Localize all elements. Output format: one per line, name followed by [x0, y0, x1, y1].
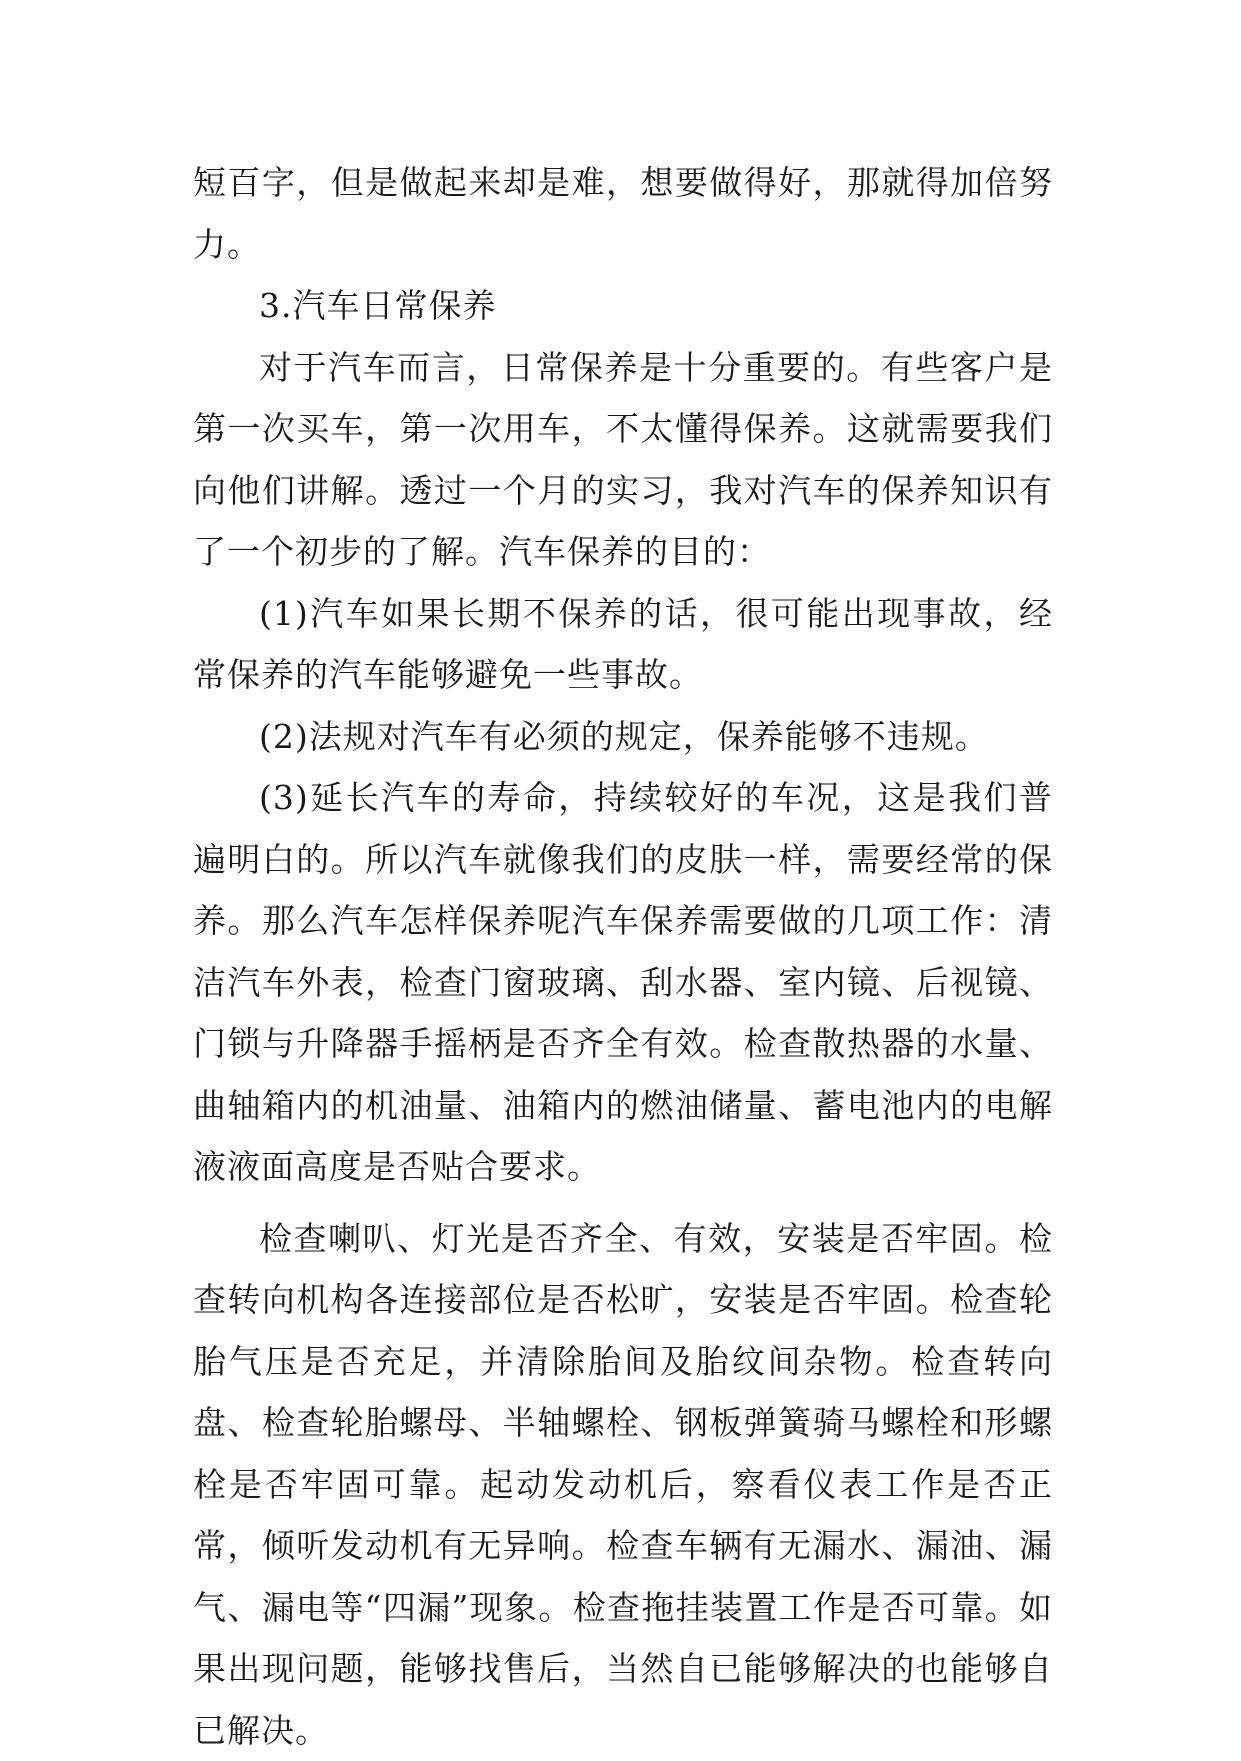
list-item-1: (1)汽车如果长期不保养的话，很可能出现事故，经常保养的汽车能够避免一些事故。: [193, 583, 1053, 706]
intro-paragraph: 对于汽车而言，日常保养是十分重要的。有些客户是第一次买车，第一次用车，不太懂得保养。这就需要我们向他们讲解。透过一个月的实习，我对汽车的保养知识有了一个初步的了解。汽车保养的目的：: [193, 337, 1053, 583]
list-item-2: (2)法规对汽车有必须的规定，保养能够不违规。: [193, 706, 1053, 768]
continued-paragraph: 短百字，但是做起来却是难，想要做得好，那就得加倍努力。: [193, 152, 1053, 275]
inspection-paragraph: 检查喇叭、灯光是否齐全、有效，安装是否牢固。检查转向机构各连接部位是否松旷，安装是否牢固。检查轮胎气压是否充足，并清除胎间及胎纹间杂物。检查转向盘、检查轮胎螺母、半轴螺栓、钢板弹簧骑马螺栓和形螺栓是否牢固可靠。起动发动机后，察看仪表工作是否正常，倾听发动机有无异响。检查车辆有无漏水、漏油、漏气、漏电等“四漏”现象。检查拖挂装置工作是否可靠。如果出现问题，能够找售后，当然自已能够解决的也能够自已解决。: [193, 1208, 1053, 1761]
document-body: [193, 152, 1053, 1761]
section-heading: 3.汽车日常保养: [193, 275, 1053, 337]
list-item-3: (3)延长汽车的寿命，持续较好的车况，这是我们普遍明白的。所以汽车就像我们的皮肤一样，需要经常的保养。那么汽车怎样保养呢汽车保养需要做的几项工作：清洁汽车外表，检查门窗玻璃、刮水器、室内镜、后视镜、门锁与升降器手摇柄是否齐全有效。检查散热器的水量、曲轴箱内的机油量、油箱内的燃油储量、蓄电池内的电解液液面高度是否贴合要求。: [193, 767, 1053, 1198]
